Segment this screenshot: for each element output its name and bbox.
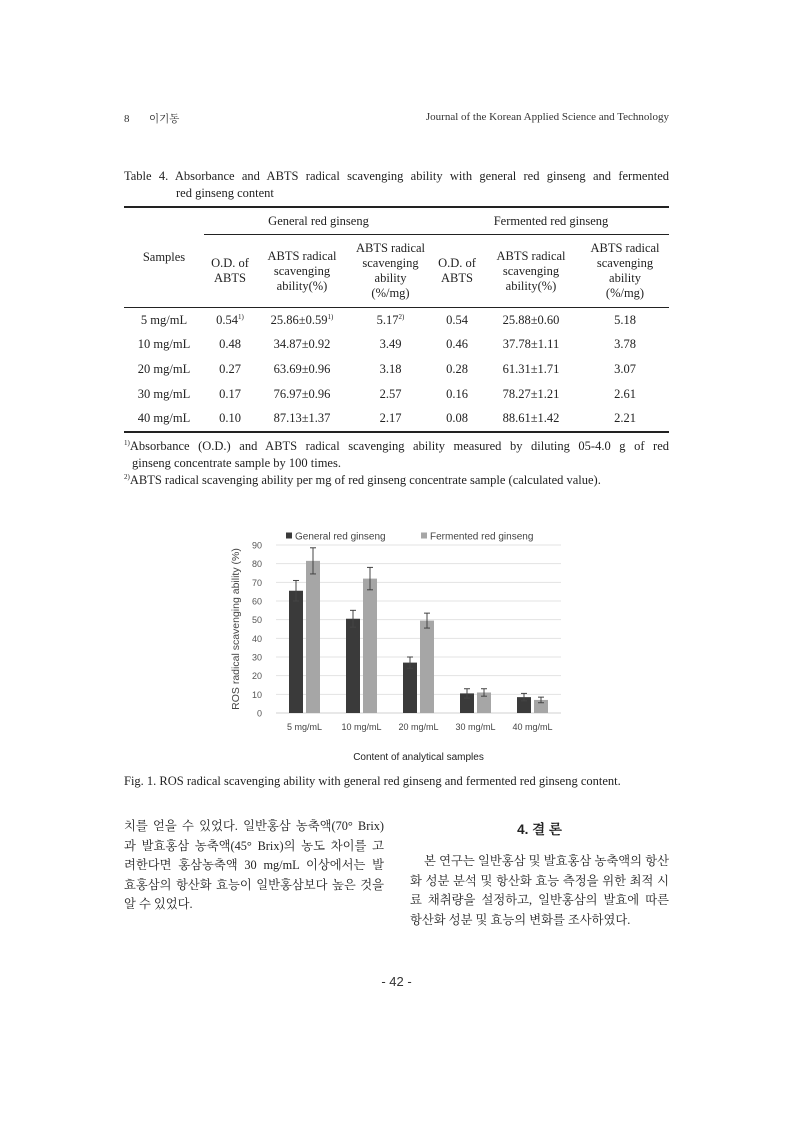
header-journal-title: Journal of the Korean Applied Science and Technology: [425, 111, 669, 123]
y-tick-label: 20: [251, 671, 262, 682]
cell-od-general: 0.10: [204, 406, 256, 432]
cell-per-mg-fermented: 5.18: [614, 312, 636, 327]
y-tick-label: 40: [251, 633, 262, 644]
body-left-line: 알 수 있었다.: [124, 897, 193, 911]
cell-per-mg-general: 2.57: [379, 386, 402, 401]
col-header-od-general: O.D. of ABTS: [204, 235, 256, 308]
cell-per-mg-general: 3.49: [379, 337, 402, 352]
table-caption: [124, 168, 669, 202]
running-header-left: [124, 111, 179, 126]
cell-per-mg-general: 2.17: [348, 406, 433, 432]
cell-sample: 5 mg/mL: [140, 312, 188, 327]
body-left-line: 과 발효홍삼 농축액(45° Brix)의 농도 차이를 고: [124, 838, 384, 853]
cell-sample: 40 mg/mL: [124, 406, 204, 432]
body-left-line: 치를 얻을 수 있었다. 일반홍삼 농축액(70° Brix): [124, 819, 384, 833]
body-text-left: [124, 817, 384, 915]
table-row: [124, 308, 669, 333]
cell-sample: 30 mg/mL: [137, 386, 191, 401]
group-header-fermented: Fermented red ginseng: [433, 207, 669, 235]
table-caption-line-1: Table 4. Absorbance and ABTS radical scavenging ability with general red ginseng and fermented: [124, 169, 669, 183]
cell-abts-general: 63.69±0.96: [273, 361, 331, 376]
cell-od-fermented: 0.08: [433, 406, 481, 432]
bar-general: [289, 591, 303, 713]
cell-per-mg-general: 5.17$^{2)}$: [376, 312, 405, 327]
footnote-1: $^{1)}$Absorbance (O.D.) and ABTS radical scavenging ability measured by diluting 05-4.0 g of red: [124, 438, 669, 453]
body-left-line: 효홍삼의 항산화 효능이 일반홍삼보다 높은 것을: [124, 877, 384, 892]
cell-abts-general: 76.97±0.96: [273, 386, 331, 401]
y-axis-label: ROS radical scavenging ability (%): [230, 548, 242, 710]
table-row: [124, 406, 669, 432]
chart-legend: [286, 532, 533, 543]
cell-per-mg-fermented: 2.61: [614, 386, 636, 401]
cell-abts-general: 34.87±0.92: [273, 337, 331, 352]
cell-od-general: 0.48: [219, 337, 241, 352]
y-tick-label: 80: [251, 559, 262, 570]
table-caption-line-2: red ginseng content: [176, 186, 274, 200]
header-page-number: 8: [124, 113, 130, 125]
cell-od-general: 0.17: [219, 386, 241, 401]
page-number: - 42 -: [381, 974, 412, 989]
cell-abts-general: $25.86\pm 0.59^{1)}$: [270, 312, 334, 327]
section-title-conclusion: 4. 결 론: [517, 822, 562, 837]
figure-caption: Fig. 1. ROS radical scavenging ability with general red ginseng and fermented red ginseng content.: [124, 774, 621, 788]
cell-abts-fermented: 88.61±1.42: [481, 406, 581, 432]
cell-abts-fermented: 25.88±0.60: [502, 312, 560, 327]
cell-od-fermented: 0.28: [446, 361, 468, 376]
x-tick-label: 5 mg/mL: [286, 722, 323, 732]
footnote-2: $^{2)}$ABTS radical scavenging ability per mg of red ginseng concentrate sample (calculated value).: [124, 472, 601, 487]
cell-abts-fermented: 37.78±1.11: [502, 337, 560, 352]
legend-swatch: [286, 533, 292, 539]
y-axis-ticks: [252, 541, 262, 719]
body-left-line: 려한다면 홍삼농축액 30 mg/mL 이상에서는 발: [124, 858, 384, 872]
col-header-abts-fermented: ABTS radical scavenging ability(%): [481, 235, 581, 308]
x-tick-label: 40 mg/mL: [512, 722, 553, 732]
x-tick-label: 10 mg/mL: [341, 722, 382, 732]
y-tick-label: 60: [251, 596, 262, 607]
y-tick-label: 30: [251, 652, 262, 663]
cell-sample: 20 mg/mL: [137, 361, 191, 376]
table-row: [124, 382, 669, 407]
chart-error-bars: [293, 548, 544, 703]
col-header-per-mg-general: ABTS radical scavenging ability (%/mg): [348, 235, 433, 308]
conclusion-text: 본 연구는 일반홍삼 및 발효홍삼 농축액의 항산화 성분 분석 및 항산화 효능 측정을 위한 최적 시료 채취량을 설정하고, 일반홍삼의 발효에 따른 항산화 성분 및 효능의 변화를 조사하였다.: [410, 854, 669, 927]
cell-per-mg-general: 3.18: [379, 361, 402, 376]
group-header-general: General red ginseng: [204, 207, 433, 235]
table-row: [124, 333, 669, 358]
bar-general: [346, 619, 360, 713]
x-tick-label: 30 mg/mL: [455, 722, 496, 732]
header-author: 이기동: [149, 113, 180, 125]
x-axis-label: Content of analytical samples: [353, 752, 484, 763]
cell-abts-fermented: 78.27±1.21: [502, 386, 560, 401]
ros-bar-chart: [224, 522, 569, 767]
legend-label: General red ginseng: [295, 531, 386, 543]
col-header-samples: Samples: [124, 207, 204, 308]
table-row: [124, 357, 669, 382]
x-axis-ticks: [287, 722, 553, 732]
col-header-od-fermented: O.D. of ABTS: [433, 235, 481, 308]
cell-od-fermented: 0.16: [446, 386, 468, 401]
cell-od-fermented: 0.46: [446, 337, 468, 352]
table-footnotes: [124, 438, 669, 489]
cell-od-fermented: 0.54: [446, 312, 468, 327]
cell-abts-general: 87.13±1.37: [256, 406, 348, 432]
cell-per-mg-fermented: 3.07: [614, 361, 636, 376]
legend-label: Fermented red ginseng: [430, 531, 534, 543]
y-tick-label: 90: [251, 540, 262, 551]
chart-bars: [289, 561, 548, 713]
cell-per-mg-fermented: 2.21: [581, 406, 669, 432]
y-tick-label: 0: [256, 708, 262, 719]
footnote-1-cont: ginseng concentrate sample by 100 times.: [132, 456, 341, 470]
bar-fermented: [306, 561, 320, 713]
absorbance-table: [124, 206, 669, 433]
bar-fermented: [363, 579, 377, 713]
cell-sample: 10 mg/mL: [137, 337, 191, 352]
cell-od-general: 0.54$^{1)}$: [216, 312, 244, 327]
y-tick-label: 10: [251, 689, 262, 700]
col-header-abts-general: ABTS radical scavenging ability(%): [256, 235, 348, 308]
cell-od-general: 0.27: [219, 361, 241, 376]
y-tick-label: 50: [251, 615, 262, 626]
x-tick-label: 20 mg/mL: [398, 722, 439, 732]
bar-fermented: [420, 621, 434, 713]
legend-swatch: [421, 533, 427, 539]
cell-abts-fermented: 61.31±1.71: [502, 361, 560, 376]
col-header-per-mg-fermented: ABTS radical scavenging ability (%/mg): [581, 235, 669, 308]
bar-general: [403, 663, 417, 713]
cell-per-mg-fermented: 3.78: [614, 337, 636, 352]
y-tick-label: 70: [251, 577, 262, 588]
